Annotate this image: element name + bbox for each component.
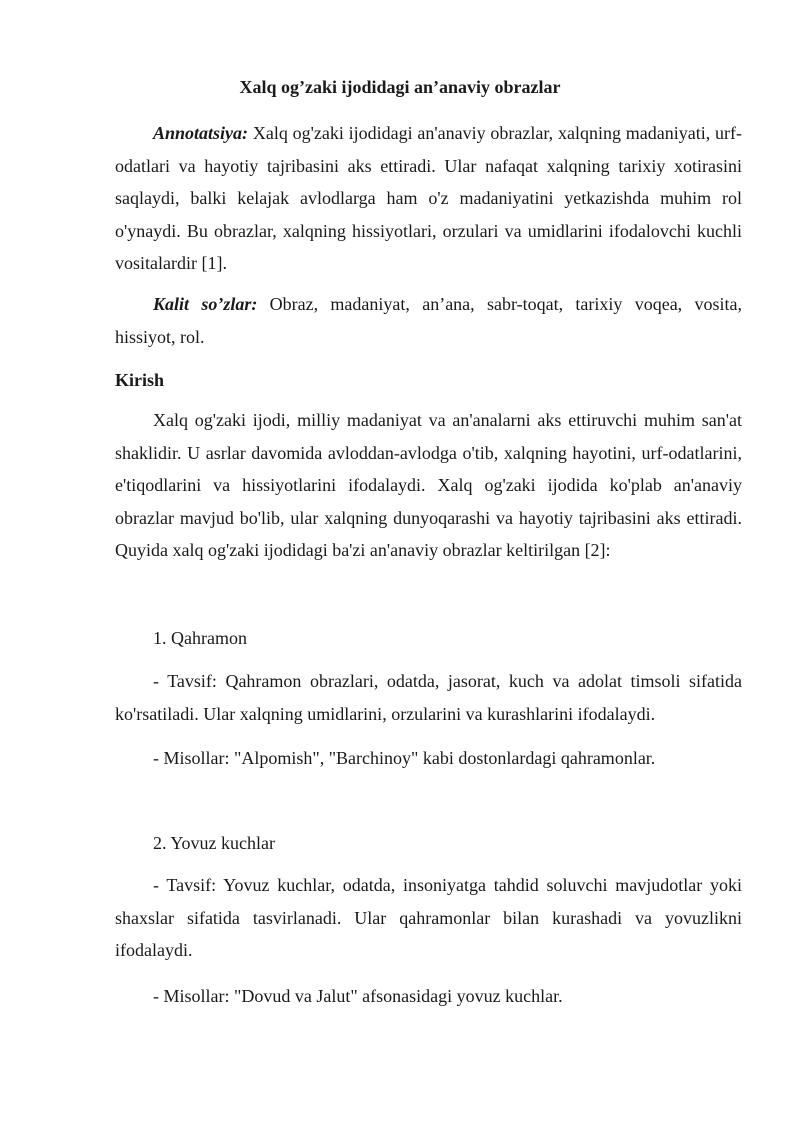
section-title: 1. Qahramon (153, 628, 247, 648)
intro-paragraph: Xalq og'zaki ijodi, milliy madaniyat va an'analarni aks ettiruvchi muhim san'at shaklidir. U asrlar davomida avloddan-avlodga o'tib, xalqning hayotini, urf-odatlarini, e'tiqodlarini va hissiyotlarini ifodalaydi. Xalq og'zaki ijodida ko'plab an'anaviy obrazlar mavjud bo'lib, ular xalqning dunyoqarashi va hayotiy tajribasini aks ettiradi. Quyida xalq og'zaki ijodidagi ba'zi an'anaviy obrazlar keltirilgan [2]: (115, 410, 742, 560)
intro-heading: Kirish (115, 370, 165, 390)
abstract-paragraph (115, 117, 742, 280)
section-examples: - Misollar: "Alpomish", "Barchinoy" kabi dostonlardagi qahramonlar. (153, 748, 656, 768)
abstract-label: Annotatsiya: (153, 123, 249, 143)
section-title: 2. Yovuz kuchlar (153, 833, 275, 853)
section-description: - Tavsif: Qahramon obrazlari, odatda, jasorat, kuch va adolat timsoli sifatida ko'rsatiladi. Ular xalqning umidlarini, orzularini va kurashlarini ifodalaydi. (115, 671, 742, 724)
abstract-text: Xalq og'zaki ijodidagi an'anaviy obrazlar, xalqning madaniyati, urf-odatlari va hayotiy tajribasini aks ettiradi. Ular nafaqat xalqning tarixiy xotirasini saqlaydi, balki kelajak avlodlarga ham o'z madaniyatini yetkazishda muhim rol o'ynaydi. Bu obrazlar, xalqning hissiyotlari, orzulari va umidlarini ifodalovchi kuchli vositalardir [1]. (115, 123, 742, 273)
section-examples: - Misollar: "Dovud va Jalut" afsonasidagi yovuz kuchlar. (153, 986, 563, 1006)
keywords-paragraph (115, 288, 742, 353)
section-description: - Tavsif: Yovuz kuchlar, odatda, insoniyatga tahdid soluvchi mavjudotlar yoki shaxslar sifatida tasvirlanadi. Ular qahramonlar bilan kurashadi va yovuzlikni ifodalaydi. (115, 875, 742, 960)
document-title: Xalq og’zaki ijodidagi an’anaviy obrazlar (239, 77, 561, 97)
keywords-text: Obraz, madaniyat, an’ana, sabr-toqat, tarixiy voqea, vosita, hissiyot, rol. (115, 294, 742, 347)
keywords-label: Kalit so’zlar: (153, 294, 258, 314)
